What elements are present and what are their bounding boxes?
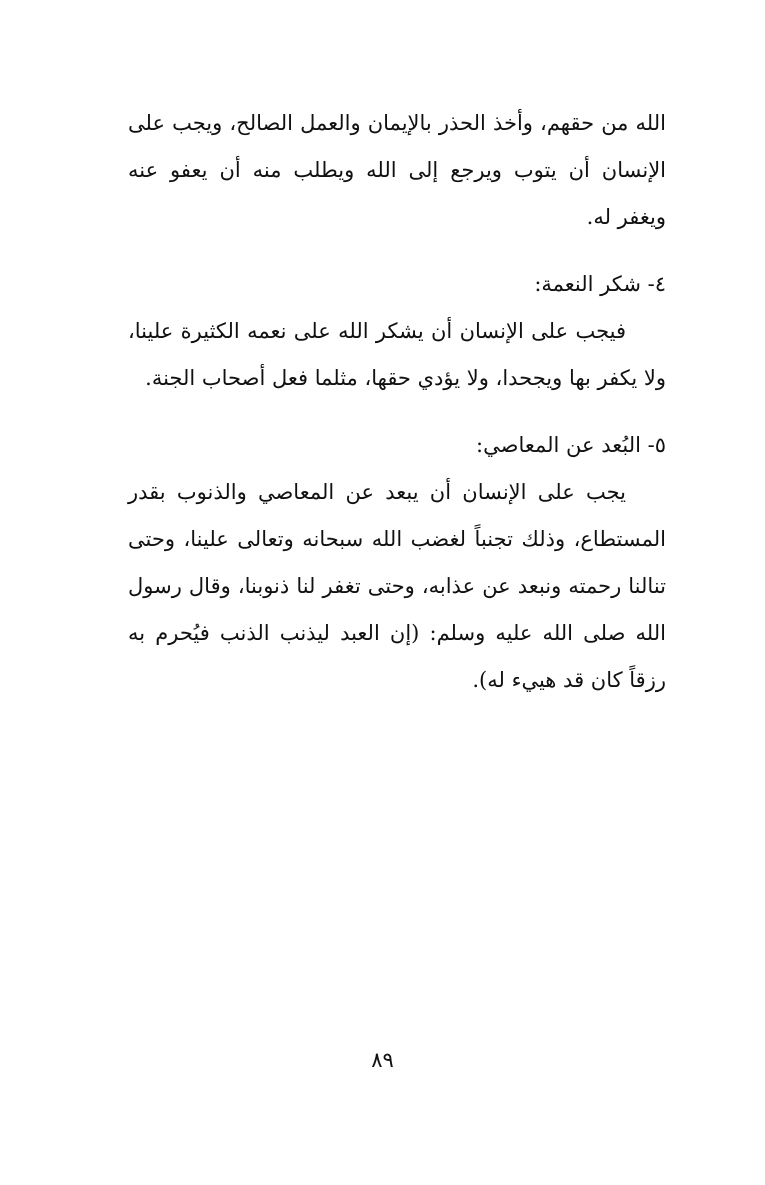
page-body [128,100,666,704]
paragraph-gratitude: فيجب على الإنسان أن يشكر الله على نعمه الكثيرة علينا، ولا يكفر بها ويجحدا، ولا يؤدي حقها، مثلما فعل أصحاب الجنة. [128,319,666,390]
paragraph-avoid-sins: يجب على الإنسان أن يبعد عن المعاصي والذنوب بقدر المستطاع، وذلك تجنباً لغضب الله سبحانه وتعالى علينا، وحتى تنالنا رحمته ونبعد عن عذابه، وحتى تغفر لنا ذنوبنا، وقال رسول الله صلى الله عليه وسلم: (إن العبد ليذنب الذنب فيُحرم به رزقاً كان قد هييء له). [128,480,666,692]
heading-avoid-sins: ٥- البُعد عن المعاصي: [476,433,666,457]
page-number: ٨٩ [371,1048,394,1072]
heading-gratitude: ٤- شكر النعمة: [534,272,666,296]
paragraph-continuation: الله من حقهم، وأخذ الحذر بالإيمان والعمل الصالح، ويجب على الإنسان أن يتوب ويرجع إلى الله ويطلب منه أن يعفو عنه ويغفر له. [128,111,666,229]
